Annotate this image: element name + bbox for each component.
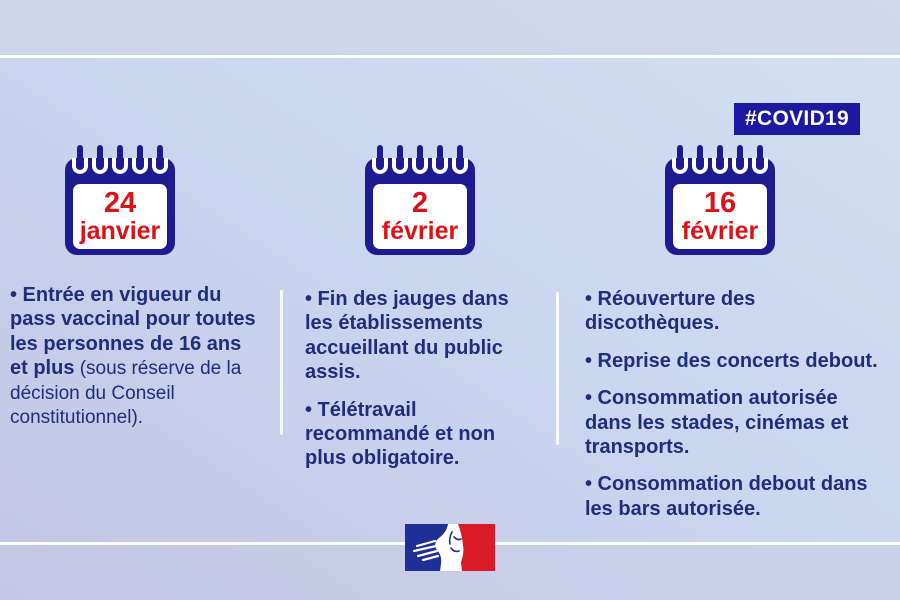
measures-column-january <box>10 283 262 429</box>
calendar-spiral-binding <box>68 145 172 174</box>
binding-loop <box>432 145 448 174</box>
binding-loop <box>732 145 748 174</box>
calendar-date-face <box>673 184 767 249</box>
binding-loop <box>132 145 148 174</box>
binding-loop <box>412 145 428 174</box>
measure-item <box>305 287 530 385</box>
binding-loop <box>672 145 688 174</box>
binding-loop <box>112 145 128 174</box>
measure-item <box>10 283 262 429</box>
measure-item <box>585 472 885 521</box>
french-republic-tricolor-marianne-icon <box>405 524 495 571</box>
measure-text-bold: • Consommation autorisée dans les stades, cinémas et transports. <box>585 387 849 458</box>
calendar-date-face <box>373 184 467 249</box>
calendar-day: 16 <box>703 186 737 219</box>
measure-text-bold: • Entrée en vigueur du pass vaccinal pour toutes les personnes de 16 ans et plus <box>10 284 256 380</box>
calendar-icon-january <box>65 158 175 255</box>
binding-loop <box>392 145 408 174</box>
column-divider-2 <box>556 292 559 445</box>
calendar-icon-february-2 <box>365 158 475 255</box>
calendar-day: 2 <box>411 186 429 219</box>
measure-text-bold: • Réouverture des discothèques. <box>585 288 756 335</box>
measure-text-note: (sous réserve de la décision du Conseil constitutionnel). <box>10 358 242 428</box>
measures-column-february-2 <box>305 287 530 471</box>
binding-loop <box>72 145 88 174</box>
measure-item <box>585 386 885 459</box>
binding-loop <box>152 145 168 174</box>
binding-loop <box>372 145 388 174</box>
top-margin-strip <box>0 0 900 55</box>
covid19-hashtag-badge: #COVID19 <box>734 103 860 135</box>
calendar-month: février <box>681 216 759 245</box>
binding-loop <box>752 145 768 174</box>
calendar-month: janvier <box>79 216 161 245</box>
top-divider-line <box>0 55 900 58</box>
calendar-spiral-binding <box>368 145 472 174</box>
calendar-date-face <box>73 184 167 249</box>
measure-item <box>585 349 885 373</box>
measure-text-bold: • Reprise des concerts debout. <box>585 349 878 372</box>
binding-loop <box>692 145 708 174</box>
measure-text-bold: • Fin des jauges dans les établissements accueillant du public assis. <box>305 288 509 384</box>
measure-text-bold: • Consommation debout dans les bars autorisée. <box>585 473 868 520</box>
measures-column-february-16 <box>585 287 885 521</box>
measure-item <box>585 287 885 336</box>
binding-loop <box>712 145 728 174</box>
binding-loop <box>452 145 468 174</box>
column-divider-1 <box>280 290 283 435</box>
measure-text-bold: • Télétravail recommandé et non plus obligatoire. <box>305 398 496 470</box>
binding-loop <box>92 145 108 174</box>
measure-item <box>305 398 530 471</box>
calendar-icon-february-16 <box>665 158 775 255</box>
french-republic-logo <box>405 524 495 571</box>
calendar-day: 24 <box>103 186 137 219</box>
calendar-month: février <box>381 216 459 245</box>
calendar-spiral-binding <box>668 145 772 174</box>
